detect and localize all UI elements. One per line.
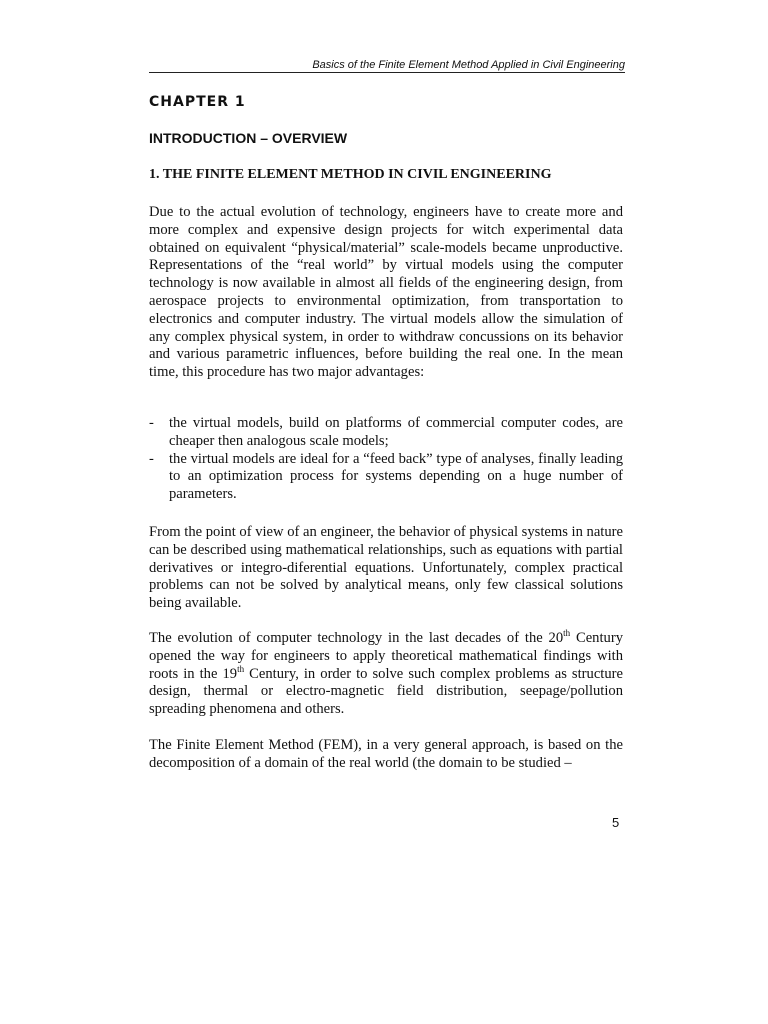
running-header: [149, 59, 625, 73]
paragraph-2: From the point of view of an engineer, the behavior of physical systems in nature can be described using mathematical relationships, such as equations with partial derivatives or integro-diferential equations. Unfortunately, complex practical problems can not be solved by analytical means, only few classical solutions being available.: [149, 524, 623, 612]
paragraph-3-part-b: Century opened the way for engineers to apply theoretical mathematical findings with roots in the 19: [149, 630, 623, 682]
chapter-label: CHAPTER 1: [149, 94, 246, 110]
list-item-text: the virtual models, build on platforms of commercial computer codes, are cheaper then analogous scale models;: [169, 415, 623, 449]
advantages-list: [149, 415, 623, 504]
page-number: 5: [612, 815, 620, 830]
section-heading: 1. THE FINITE ELEMENT METHOD IN CIVIL ENGINEERING: [149, 167, 552, 182]
paragraph-3-part-c: Century, in order to solve such complex problems as structure design, thermal or electro-magnetic field distribution, seepage/pollution spreading phenomena and others.: [149, 665, 623, 718]
paragraph-4: The Finite Element Method (FEM), in a very general approach, is based on the decomposition of a domain of the real world (the domain to be studied –: [149, 737, 623, 771]
list-item: [149, 415, 623, 451]
paragraph-1: Due to the actual evolution of technology, engineers have to create more and more complex and expensive design projects for witch experimental data obtained on equivalent “physical/material” scale-models became unproductive. Representations of the “real world” by virtual models using the computer technology is now available in almost all fields of the engineering design, from aerospace projects to environmental optimization, from transportation to electronics and computer industry. The virtual models allow the simulation of any complex physical system, in order to withdraw concussions on its behavior and various parametric influences, before building the real one. In the mean time, this procedure has two major advantages:: [149, 204, 623, 381]
superscript-th: th: [237, 663, 245, 674]
chapter-title: INTRODUCTION – OVERVIEW: [149, 130, 348, 146]
list-item: [149, 451, 623, 504]
superscript-th: th: [563, 628, 571, 639]
list-dash: -: [149, 450, 154, 467]
paragraph-3: [149, 630, 623, 719]
list-item-text: the virtual models are ideal for a “feed back” type of analyses, finally leading to an optimization process for systems depending on a huge number of parameters.: [169, 450, 623, 503]
list-dash: -: [149, 415, 154, 431]
running-title: Basics of the Finite Element Method Applied in Civil Engineering: [312, 59, 625, 71]
paragraph-3-part-a: The evolution of computer technology in the last decades of the 20: [149, 630, 564, 646]
